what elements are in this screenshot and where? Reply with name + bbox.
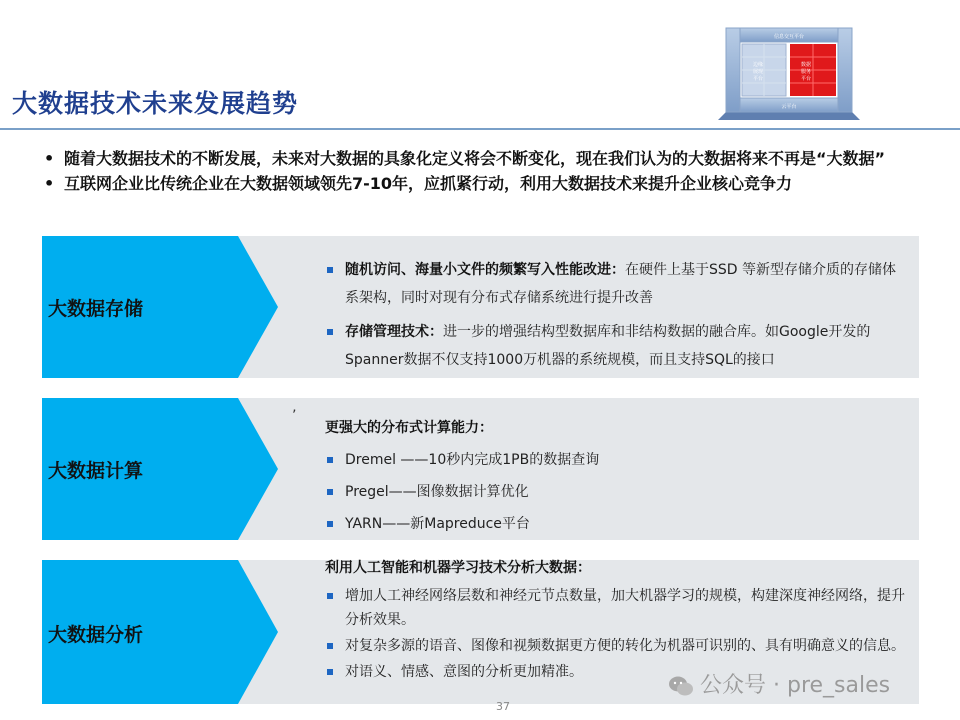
square-bullet-icon: [327, 669, 333, 675]
platform-logo: [718, 24, 860, 120]
section-label: 大数据存储: [48, 298, 144, 320]
square-bullet-icon: [327, 521, 333, 527]
section-storage: [42, 236, 919, 378]
item-heading: 存储管理技术：: [345, 324, 443, 340]
section-compute: [42, 398, 919, 540]
logo-left-label: 边缘展现平台: [752, 62, 764, 82]
square-bullet-icon: [327, 329, 333, 335]
title-divider: [0, 128, 960, 130]
intro-bullets: [40, 146, 930, 196]
section-content: [325, 256, 905, 374]
intro-bullet: • 互联网企业比传统企业在大数据领域领先7-10年，应抓紧行动，利用大数据技术来提升企业核心竞争力: [40, 171, 930, 196]
item-text: 对语义、情感、意图的分析更加精准。: [345, 664, 583, 680]
square-bullet-icon: [327, 457, 333, 463]
square-bullet-icon: [327, 489, 333, 495]
list-item: [325, 256, 905, 312]
square-bullet-icon: [327, 267, 333, 273]
item-text: Pregel——图像数据计算优化: [345, 484, 529, 500]
item-text: YARN——新Mapreduce平台: [345, 516, 530, 532]
watermark: [668, 668, 890, 699]
item-text: 进一步的增强结构型数据库和非结构数据的融合库。如Google开发的Spanner数据不仅支持1000万机器的系统规模，而且支持SQL的接口: [345, 324, 871, 368]
logo-bottom-label: 云平台: [781, 104, 797, 110]
square-bullet-icon: [327, 643, 333, 649]
section-label: 大数据计算: [48, 460, 144, 482]
section-content: [325, 412, 905, 540]
intro-bullet: • 随着大数据技术的不断发展，未来对大数据的具象化定义将会不断变化，现在我们认为的大数据将来不再是“大数据”: [40, 146, 930, 171]
list-item: [325, 444, 905, 476]
logo-top-label: 信息交互平台: [773, 34, 805, 40]
item-heading: 随机访问、海量小文件的频繁写入性能改进：: [345, 262, 625, 278]
page-number: 37: [496, 700, 510, 713]
list-item: [325, 476, 905, 508]
item-text: 在硬件上基于SSD 等新型存储介质的存储体系架构，同时对现有分布式存储系统进行提升改善: [345, 262, 897, 306]
section-heading: 更强大的分布式计算能力：: [325, 420, 493, 436]
logo-right-label: 数据服务平台: [800, 62, 812, 82]
section-content: [325, 556, 905, 684]
item-text: 增加人工神经网络层数和神经元节点数量，加大机器学习的规模，构建深度神经网络，提升分析效果。: [345, 588, 905, 628]
watermark-text: 公众号 · pre_sales: [700, 673, 891, 698]
item-text: Dremel ——10秒内完成1PB的数据查询: [345, 452, 600, 468]
list-item: [325, 318, 905, 374]
list-item: [325, 634, 905, 658]
section-label: 大数据分析: [48, 624, 144, 646]
page-title: 大数据技术未来发展趋势: [12, 89, 299, 118]
item-text: 对复杂多源的语音、图像和视频数据更方便的转化为机器可识别的、具有明确意义的信息。: [345, 638, 905, 654]
square-bullet-icon: [327, 593, 333, 599]
list-item: [325, 508, 905, 540]
stray-mark: ’: [292, 408, 297, 424]
list-item: [325, 584, 905, 632]
wechat-icon: [668, 675, 694, 697]
section-heading: 利用人工智能和机器学习技术分析大数据：: [325, 560, 591, 576]
